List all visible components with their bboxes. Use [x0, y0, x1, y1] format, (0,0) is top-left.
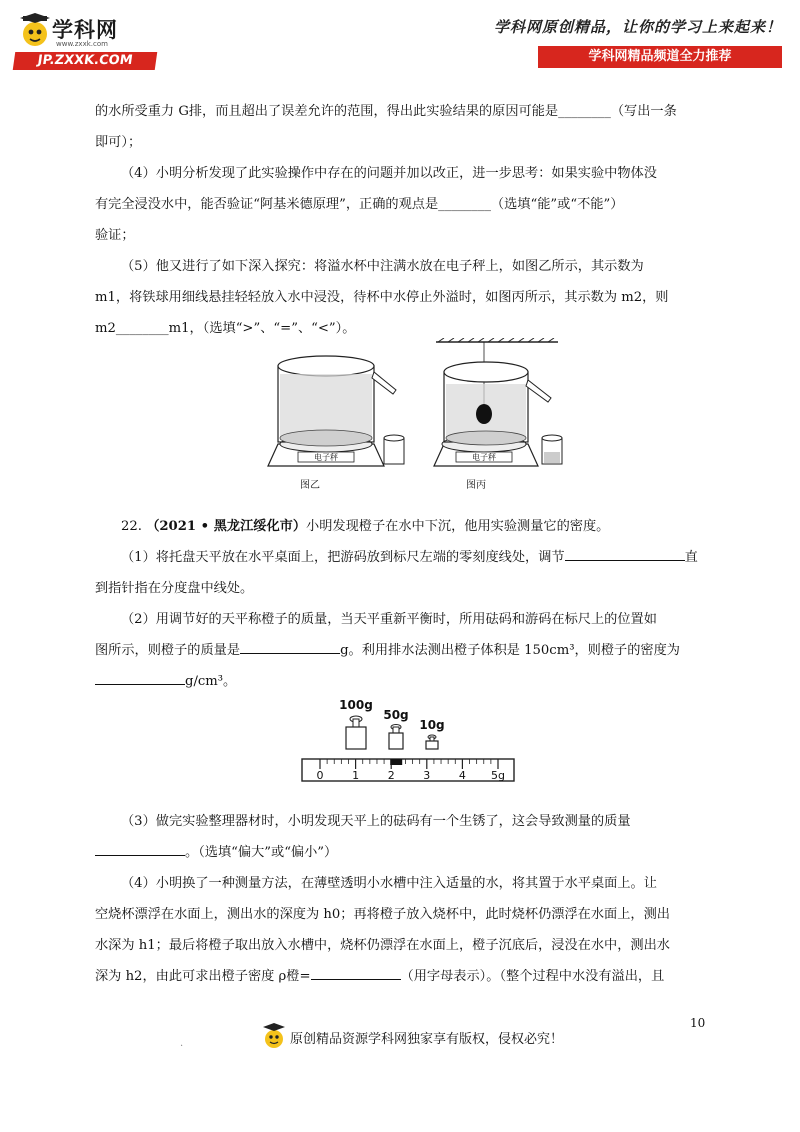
scale-tick-label: 4 [458, 769, 466, 782]
text-line: 有完全浸没水中，能否验证“阿基米德原理”，正确的观点是________（选填“能”或“不能”） [95, 197, 624, 212]
scale-tick-label: 1 [352, 769, 360, 782]
text-segment: g/cm³。 [185, 674, 237, 689]
text-segment: 。（选填“偏大”或“偏小”） [185, 845, 338, 860]
weight-label-50g: 50g [383, 708, 409, 722]
header-slogan: 学科网原创精品，让你的学习上来起来！ [493, 18, 782, 36]
balance-weights-figure [298, 695, 518, 791]
footer-dot: . [180, 1038, 184, 1049]
left-scale-setup [268, 356, 404, 491]
answer-blank[interactable] [565, 545, 685, 561]
footer-copyright: 原创精品资源学科网独家享有版权，侵权必究！ [290, 1032, 564, 1047]
footer-mascot-icon [262, 1022, 286, 1052]
logo-title: 学科网 [52, 18, 118, 42]
text-line: （2）用调节好的天平称橙子的质量，当天平重新平衡时，所用砝码和游码在标尺上的位置如 [121, 612, 657, 627]
text-line: 到指针指在分度盘中线处。 [95, 581, 254, 596]
mascot-logo-icon [18, 12, 52, 52]
page-number: 10 [690, 1016, 706, 1030]
text-line: m2________m1，（选填“>”、“=”、“<”）。 [95, 321, 356, 336]
header-channel-badge: 学科网精品频道全力推荐 [538, 46, 782, 68]
question-22-continued [95, 806, 707, 992]
text-segment: 直 [684, 550, 698, 565]
scale-label-left: 电子秤 [314, 453, 338, 462]
question-stem: 小明发现橙子在水中下沉，他用实验测量它的密度。 [306, 519, 610, 534]
weight-100g-icon [346, 716, 366, 749]
document-body [95, 96, 707, 344]
page-footer [0, 1020, 800, 1060]
scale-tick-label: 3 [423, 769, 431, 782]
text-segment: 深为 h2，由此可求出橙子密度 ρ橙= [95, 969, 311, 984]
weight-label-100g: 100g [339, 698, 373, 712]
right-scale-setup [434, 338, 562, 491]
caption-right: 图丙 [466, 480, 486, 491]
text-line: （4）小明分析发现了此实验操作中存在的问题并加以改正，进一步思考：如果实验中物体没 [121, 166, 657, 181]
rider-scale [302, 759, 514, 782]
question-source: （2021 • 黑龙江绥化市） [146, 519, 307, 534]
text-segment: g。利用排水法测出橙子体积是 150cm³，则橙子的密度为 [340, 643, 680, 658]
text-segment: （用字母表示）。（整个过程中水没有溢出，且 [400, 969, 665, 984]
scale-tick-label: 5g [491, 769, 505, 782]
scale-tick-label: 0 [316, 769, 324, 782]
overflow-cup-figure [258, 338, 568, 498]
answer-blank[interactable] [95, 840, 185, 856]
weight-50g-icon [389, 725, 403, 750]
page-header [0, 0, 800, 80]
text-line: （3）做完实验整理器材时，小明发现天平上的砝码有一个生锈了，这会导致测量的质量 [121, 814, 631, 829]
text-line [95, 837, 707, 868]
logo-url-badge: JP.ZXXK.COM [13, 52, 158, 70]
text-line: 空烧杯漂浮在水面上，测出水的深度为 h0；再将橙子放入烧杯中，此时烧杯仍漂浮在水面上，测出 [95, 907, 670, 922]
answer-blank[interactable] [311, 964, 401, 980]
text-line: （5）他又进行了如下深入探究：将溢水杯中注满水放在电子秤上，如图乙所示，其示数为 [121, 259, 644, 274]
question-22 [95, 511, 707, 697]
logo-subtitle: www.zxxk.com [56, 40, 108, 48]
text-line: m1，将铁球用细线悬挂轻轻放入水中浸没，待杯中水停止外溢时，如图丙所示，其示数为 m2，则 [95, 290, 669, 305]
answer-blank[interactable] [95, 669, 185, 685]
caption-left: 图乙 [300, 480, 320, 491]
text-line [95, 961, 707, 992]
answer-blank[interactable] [240, 638, 340, 654]
text-segment: 图所示，则橙子的质量是 [95, 643, 241, 658]
weight-10g-icon [426, 735, 438, 749]
text-line: 即可）； [95, 135, 142, 150]
text-segment: （1）将托盘天平放在水平桌面上，把游码放到标尺左端的零刻度线处，调节 [121, 550, 565, 565]
question-22-title [95, 511, 707, 542]
text-line: 验证； [95, 228, 135, 243]
text-line [95, 635, 707, 666]
text-line [95, 666, 707, 697]
text-line: （4）小明换了一种测量方法，在薄壁透明小水槽中注入适量的水，将其置于水平桌面上。让 [121, 876, 657, 891]
text-line: 的水所受重力 G排，而且超出了误差允许的范围，得出此实验结果的原因可能是________（写出一条 [95, 104, 677, 119]
text-line: 水深为 h1；最后将橙子取出放入水槽中，烧杯仍漂浮在水面上，橙子沉底后，浸没在水中，测出水 [95, 938, 670, 953]
weight-label-10g: 10g [419, 718, 445, 732]
text-line [95, 542, 707, 573]
rider-marker[interactable] [390, 759, 402, 765]
scale-tick-label: 2 [387, 769, 395, 782]
question-number: 22. [121, 519, 142, 534]
scale-label-right: 电子秤 [472, 453, 496, 462]
